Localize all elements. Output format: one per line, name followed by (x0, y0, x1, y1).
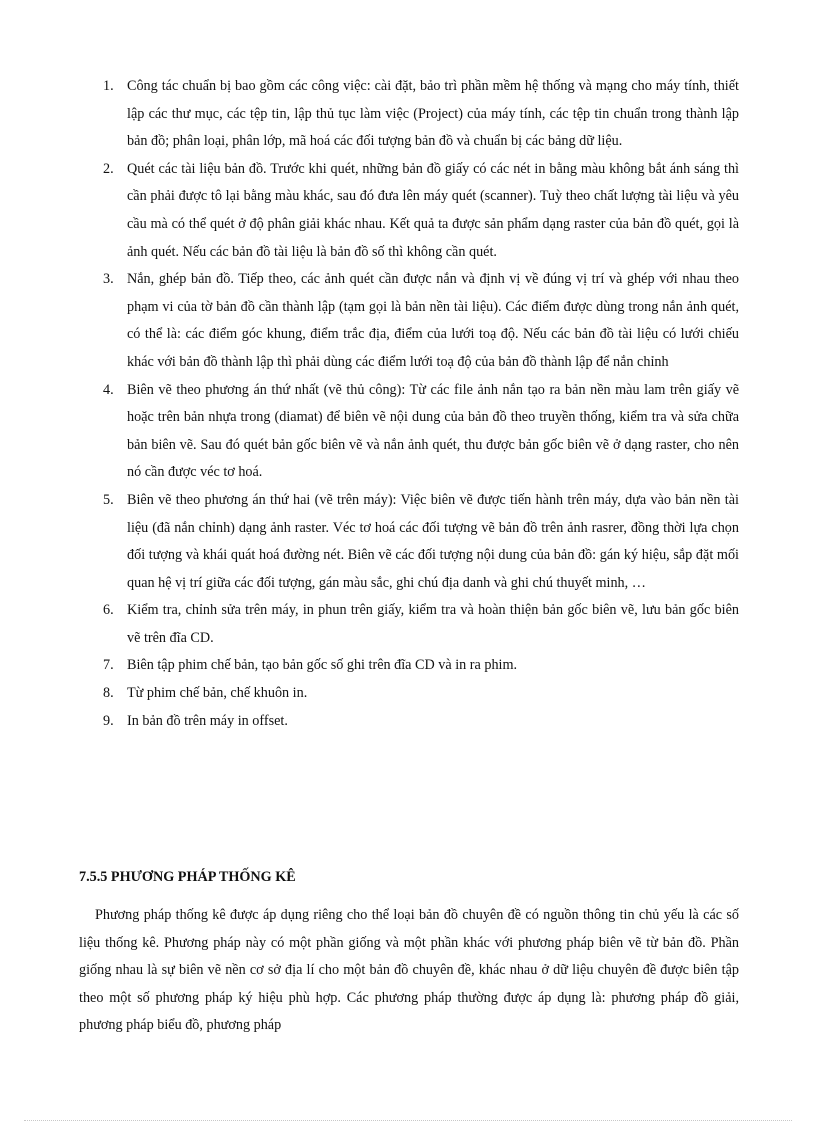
list-item (103, 487, 739, 597)
list-item-text: Biên tập phim chế bản, tạo bản gốc số ghi trên đĩa CD và in ra phim. (127, 657, 518, 674)
list-item-number: 7. (103, 657, 114, 674)
list-item (103, 73, 739, 156)
list-item-text: Công tác chuẩn bị bao gồm các công việc: cài đặt, bảo trì phần mềm hệ thống và mạng cho máy tính, thiết lập các thư mục, các tệp tin, lập thủ tục làm việc (Project) của máy tính, các tệp tin chuẩn trong thành lập bản đồ; phân loại, phân lớp, mã hoá các đối tượng bản đồ và chuẩn bị các bảng dữ liệu. (127, 78, 739, 150)
list-item (103, 652, 739, 680)
list-item-number: 3. (103, 271, 114, 288)
list-item-number: 8. (103, 685, 114, 702)
section-paragraph: Phương pháp thống kê được áp dụng riêng cho thể loại bản đồ chuyên đề có nguồn thông tin chủ yếu là các số liệu thống kê. Phương pháp này có một phần giống và một phần khác với phương pháp biên vẽ từ bản đồ. Phần giống nhau là sự biên vẽ nền cơ sở địa lí cho một bản đồ chuyên đề, khác nhau ở dữ liệu chuyên đề được biên tập theo một số phương pháp ký hiệu phù hợp. Các phương pháp thường được áp dụng là: phương pháp đồ giải, phương pháp biểu đồ, phương pháp (79, 907, 739, 1034)
list-item-text: Biên vẽ theo phương án thứ nhất (vẽ thủ công): Từ các file ảnh nắn tạo ra bản nền màu lam trên giấy vẽ hoặc trên bản nhựa trong (diamat) để biên vẽ nội dung của bản đồ theo truyền thống, kiểm tra và sửa chữa bản biên vẽ. Sau đó quét bản gốc biên vẽ và nắn ảnh quét, thu được bản gốc biên vẽ ở dạng raster, cho nên nó cần được véc tơ hoá. (127, 381, 739, 481)
list-item-number: 5. (103, 491, 114, 508)
list-item-number: 1. (103, 78, 114, 94)
list-item (103, 377, 739, 487)
list-item (103, 708, 739, 736)
list-item (103, 680, 739, 708)
section-heading: 7.5.5 PHƯƠNG PHÁP THỐNG KÊ (79, 869, 296, 885)
list-item (103, 156, 739, 266)
list-item-text: In bản đồ trên máy in offset. (127, 712, 288, 729)
list-item (103, 597, 739, 652)
list-item-number: 6. (103, 602, 114, 619)
page-bottom-divider (24, 1120, 792, 1121)
list-item-number: 2. (103, 160, 114, 177)
list-item (103, 266, 739, 376)
list-item-number: 9. (103, 712, 114, 729)
list-item-number: 4. (103, 381, 114, 398)
list-item-text: Nắn, ghép bản đồ. Tiếp theo, các ảnh quét cần được nắn và định vị về đúng vị trí và ghép với nhau theo phạm vi của tờ bản đồ cần thành lập (tạm gọi là bản nền tài liệu). Các điểm được dùng trong nắn ảnh quét, có thể là: các điểm góc khung, điểm trắc địa, điểm của lưới toạ độ. Nếu các bản đồ tài liệu có lưới chiếu khác với bản đồ thành lập thì phải dùng các điểm lưới toạ độ của bản đồ thành lập để nắn chỉnh (127, 271, 739, 370)
procedure-list (103, 73, 739, 735)
list-item-text: Từ phim chế bản, chế khuôn in. (127, 685, 308, 702)
list-item-text: Biên vẽ theo phương án thứ hai (vẽ trên máy): Việc biên vẽ được tiến hành trên máy, dựa vào bản nền tài liệu (đã nắn chỉnh) dạng ảnh raster. Véc tơ hoá các đối tượng vẽ bản đồ trên ảnh rasrer, đồng thời lựa chọn đối tượng và khái quát hoá đường nét. Biên vẽ các đối tượng nội dung của bản đồ: gán ký hiệu, sắp đặt mối quan hệ vị trí giữa các đối tượng, gán màu sắc, ghi chú địa danh và ghi chú thuyết minh, … (127, 491, 739, 591)
list-item-text: Quét các tài liệu bản đồ. Trước khi quét, những bản đồ giấy có các nét in bằng màu không bắt ánh sáng thì cần phải được tô lại bằng màu khác, sau đó đưa lên máy quét (scanner). Tuỳ theo chất lượng tài liệu và yêu cầu mà có thể quét ở độ phân giải khác nhau. Kết quả ta được sản phẩm dạng raster của bản đồ quét, gọi là ảnh quét. Nếu các bản đồ tài liệu là bản đồ số thì không cần quét. (127, 160, 739, 260)
list-item-text: Kiểm tra, chỉnh sửa trên máy, in phun trên giấy, kiểm tra và hoàn thiện bản gốc biên vẽ, lưu bản gốc biên vẽ trên đĩa CD. (127, 602, 739, 646)
